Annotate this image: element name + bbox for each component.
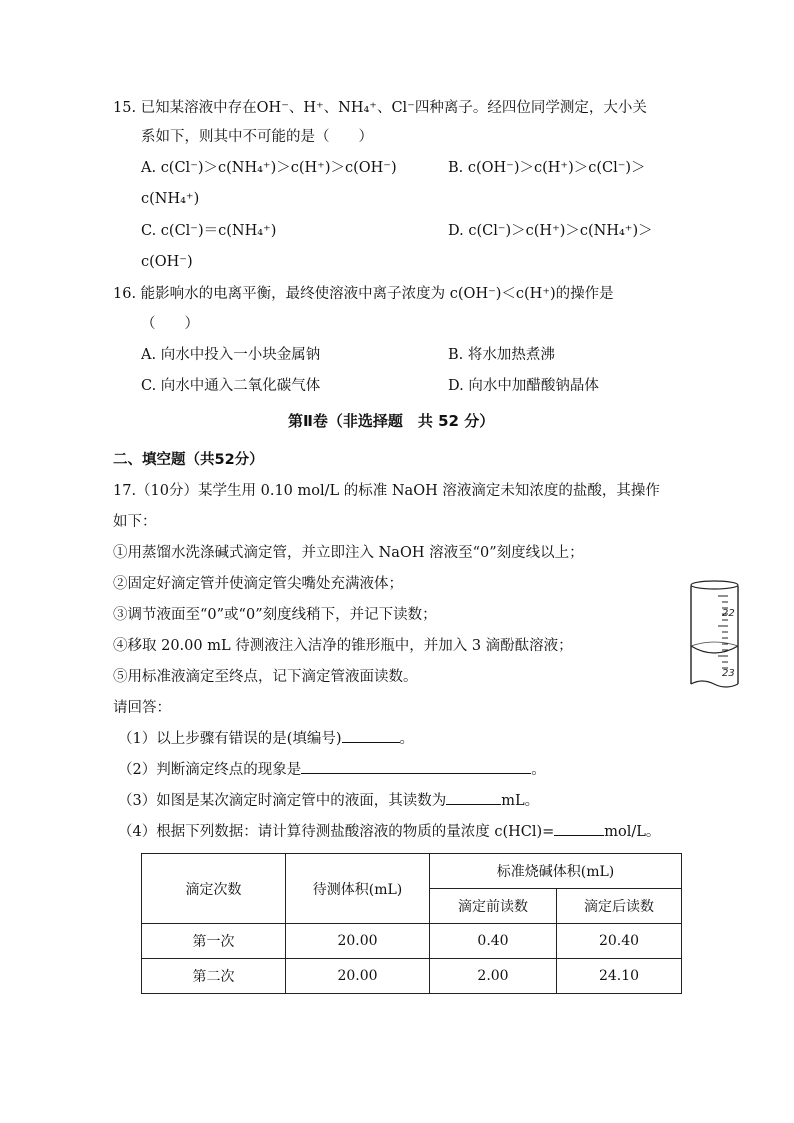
row2-volume: 20.00 [286, 959, 430, 994]
part2-title: 二、填空题（共52分） [113, 452, 264, 468]
q17-sub-2-text: （2）判断滴定终点的现象是 [118, 762, 302, 778]
q15-option-b-cont: c(NH₄⁺) [141, 191, 200, 207]
row2-after: 24.10 [557, 959, 682, 994]
q17-prompt: 请回答： [113, 700, 171, 716]
q17-step-3: ③调节液面至“0”或“0”刻度线稍下，并记下读数； [113, 607, 437, 623]
q17-sub-3-text: （3）如图是某次滴定时滴定管中的液面，其读数为 [118, 793, 447, 809]
q17-sub-4-text: （4）根据下列数据：请计算待测盐酸溶液的物质的量浓度 c(HCl)= [118, 824, 555, 840]
q17-sub-4-end: mol/L。 [604, 824, 661, 840]
q16-option-c: C. 向水中通入二氧化碳气体 [141, 378, 321, 394]
table-row [142, 959, 682, 994]
q17-sub-3-end: mL。 [501, 793, 540, 809]
burette-illustration [688, 580, 744, 692]
row2-count: 第二次 [142, 959, 286, 994]
q15-option-c: C. c(Cl⁻)＝c(NH₄⁺) [141, 223, 277, 239]
row1-before: 0.40 [430, 924, 557, 959]
q15-line2: 系如下，则其中不可能的是（ ） [141, 129, 373, 145]
q15-option-d: D. c(Cl⁻)＞c(H⁺)＞c(NH₄⁺)＞ [448, 223, 653, 239]
q17-step-2: ②固定好滴定管并使滴定管尖嘴处充满液体； [113, 576, 403, 592]
q17-sub-3 [118, 790, 539, 812]
q17-intro-line2: 如下： [113, 514, 157, 530]
q15-option-b: B. c(OH⁻)＞c(H⁺)＞c(Cl⁻)＞ [448, 160, 646, 176]
q17-intro-line1: 17.（10分）某学生用 0.10 mol/L 的标准 NaOH 溶液滴定未知浓度的盐酸，其操作 [113, 483, 660, 499]
q17-step-4: ④移取 20.00 mL 待测液注入洁净的锥形瓶中，并加入 3 滴酚酞溶液； [113, 638, 573, 654]
table-row [142, 924, 682, 959]
q16-option-a: A. 向水中投入一小块金属钠 [141, 347, 321, 363]
header-reading-after: 滴定后读数 [557, 889, 682, 924]
q15-line1: 15. 已知某溶液中存在OH⁻、H⁺、NH₄⁺、Cl⁻四种离子。经四位同学测定，大小关 [113, 100, 647, 116]
q16-line2: （ ） [141, 316, 199, 332]
q17-sub-1-end: 。 [399, 731, 415, 747]
q15-option-d-cont: c(OH⁻) [141, 254, 193, 270]
burette-label-23: 23 [722, 668, 735, 679]
answer-blank-1[interactable] [342, 728, 400, 743]
q16-option-d: D. 向水中加醋酸钠晶体 [448, 378, 599, 394]
q17-sub-1 [118, 728, 414, 750]
q16-option-b: B. 将水加热煮沸 [448, 347, 555, 363]
header-sample-volume: 待测体积(mL) [286, 854, 430, 924]
q15-option-a: A. c(Cl⁻)＞c(NH₄⁺)＞c(H⁺)＞c(OH⁻) [141, 160, 397, 176]
q17-step-5: ⑤用标准液滴定至终点，记下滴定管液面读数。 [113, 669, 418, 685]
header-base-volume: 标准烧碱体积(mL) [430, 854, 682, 889]
header-titration-count: 滴定次数 [142, 854, 286, 924]
header-reading-before: 滴定前读数 [430, 889, 557, 924]
row1-volume: 20.00 [286, 924, 430, 959]
q17-sub-2-end: 。 [531, 762, 546, 778]
q17-sub-4 [118, 821, 660, 843]
titration-data-table [141, 853, 682, 994]
q17-sub-1-text: （1）以上步骤有错误的是(填编号) [118, 731, 342, 747]
q16-line1: 16. 能影响水的电离平衡，最终使溶液中离子浓度为 c(OH⁻)＜c(H⁺)的操作是 [113, 286, 614, 302]
answer-blank-4[interactable] [554, 821, 604, 836]
burette-label-22: 22 [722, 608, 735, 619]
section-title: 第Ⅱ卷（非选择题 共 52 分） [288, 412, 495, 430]
q17-step-1: ①用蒸馏水洗涤碱式滴定管，并立即注入 NaOH 溶液至“0”刻度线以上； [113, 545, 584, 561]
answer-blank-3[interactable] [446, 790, 501, 805]
row2-before: 2.00 [430, 959, 557, 994]
q17-sub-2 [118, 759, 546, 781]
answer-blank-2[interactable] [301, 759, 531, 774]
row1-after: 20.40 [557, 924, 682, 959]
row1-count: 第一次 [142, 924, 286, 959]
